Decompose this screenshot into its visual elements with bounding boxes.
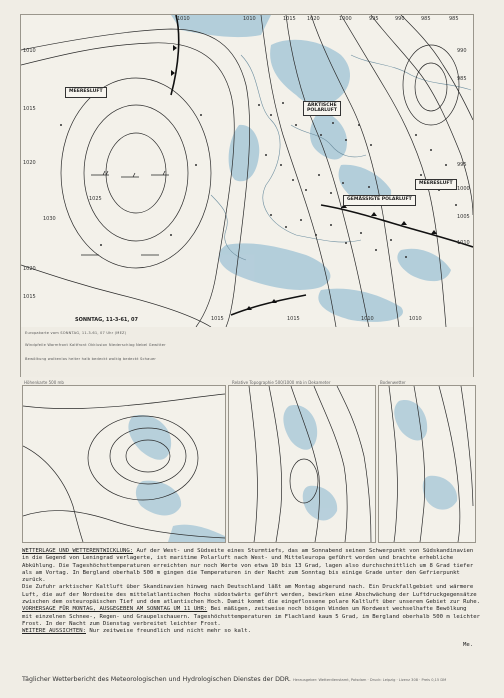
isobar-label: 1015 — [283, 16, 296, 22]
isobar-label: 1015 — [211, 316, 224, 322]
mini-map-relative-topography — [228, 385, 376, 543]
isobar-label: 1015 — [23, 106, 36, 112]
isobar-label: 1010 — [457, 240, 470, 246]
report-paragraph-2 — [22, 584, 480, 606]
report-heading-vorhersage: VORHERSAGE FÜR MONTAG, AUSGEGEBEN AM SONNTAG UM 11 UHR: — [22, 606, 208, 613]
isobar-label: 1020 — [307, 16, 320, 22]
mini-map-3-drawing — [379, 386, 475, 542]
map-date-label: SONNTAG, 11-3-61, 07 — [75, 317, 139, 323]
report-body-3: Bei mäßigen, zeitweise noch böigen Winden um Nordwest wechselhafte Bewölkung mit einzelnen Schnee-, Regen- und Graupelschauern. Tageshöchsttemperaturen im Flachland kaum 5 Grad, im Bergland oberhalb 500 m leichter Frost. In der Nacht zum Dienstag verbreitet leichter Frost. — [22, 606, 484, 627]
isobar-label: 1020 — [23, 160, 36, 166]
report-paragraph-4 — [22, 628, 480, 635]
isobar-label: 1015 — [287, 316, 300, 322]
isobar-label: 985 — [449, 16, 459, 22]
legend-row-2: Windpfeile Warmfront Kaltfront Okklusion Niederschlag Nebel Gewitter — [25, 343, 166, 347]
isobar-label: 1010 — [23, 48, 36, 54]
report-paragraph-3 — [22, 606, 484, 628]
report-body-2: Die Zufuhr arktischer Kaltluft über Skandinavien hinweg nach Deutschland läßt am Montag abgerund nach. Ein Druckfallgebiet und wärmere Luft, die auf der Nordseite des mittelatlantischen Hochs südostwärts geführt werden, bewirken eine Abschwächung der Luftdruckgegensätze zwischen dem osteuropäischen Tief und dem atlantischen Hoch. Damit kommt die eingeflossene polare Kaltluft über unserem Gebiet zur Ruhe. — [22, 584, 481, 606]
isobar-label: 1010 — [409, 316, 422, 322]
isobar-label: 1010 — [243, 16, 256, 22]
isobar-label: 1025 — [89, 196, 102, 202]
isobar-label: 1020 — [23, 266, 36, 272]
mini-map-2-title: Relative Topographie 500/1000 mb in Dekameter — [232, 380, 331, 385]
legend-row-1: Europakarte vom SONNTAG, 11-3-61, 07 Uhr (MEZ) — [25, 331, 127, 335]
isobar-label: 1000 — [457, 186, 470, 192]
report-paragraph-1 — [22, 548, 480, 584]
air-mass-arktische-line2: POLARLUFT — [307, 107, 338, 113]
isobar-label: 990 — [457, 48, 467, 54]
mini-map-1-title: Höhenkarte 500 mb — [24, 380, 64, 385]
map-legend — [20, 327, 474, 377]
report-heading-wetterlage: WETTERLAGE UND WETTERENTWICKLUNG: — [22, 548, 134, 554]
air-mass-arktische-line1: ARKTISCHE — [307, 103, 337, 108]
weather-report — [22, 548, 484, 636]
isobar-label: 995 — [369, 16, 379, 22]
mini-map-2-drawing — [229, 386, 375, 542]
isobar-label: 1010 — [361, 316, 374, 322]
footer — [22, 676, 446, 683]
mini-map-upper-air — [22, 385, 226, 543]
footer-publisher: Herausgeber: Wetterdienstamt, Potsdam · Druck: Leipzig · Lizenz 308 · Preis 0,15 DM — [292, 678, 447, 682]
air-mass-gemassigte-label: GEMÄSSIGTE POLARLUFT — [343, 195, 416, 206]
isobar-label: 990 — [395, 16, 405, 22]
station-plots — [60, 94, 457, 258]
isobar-label: 1015 — [23, 294, 36, 300]
air-mass-meeresluft-label: MEERESLUFT — [65, 87, 107, 98]
report-body-1: Auf der West- und Südseite eines Sturmtiefs, das am Sonnabend seinen Schwerpunkt von Südskandinavien in die Gegend von Leningrad verlagerte, ist maritime Polarluft nach West- und Mitteleuropa geführt worden und brachte erhebliche Abkühlung. Die Tageshöchsttemperaturen erreichten nur noch Werte von etwa 10 bis 13 Grad, lagen also durchschnittlich um 8 Grad tiefer als am Vortag. In Bergland oberhalb 500 m gingen die Temperaturen in der Nacht zum Sonntag bis einige Grade unter den Gefrierpunkt zurück. — [22, 548, 477, 584]
air-mass-maritime-label: MEERESLUFT — [415, 179, 457, 190]
isobar-label: 1005 — [457, 214, 470, 220]
mini-map-3-title: Bodenwetter — [380, 380, 406, 385]
main-synoptic-map — [20, 14, 474, 328]
report-heading-aussichten: WEITERE AUSSICHTEN: — [22, 628, 86, 635]
legend-row-3: Bewölkung wolkenlos heiter halb bedeckt wolkig bedeckt Schauer — [25, 357, 157, 361]
isobar-label: 985 — [457, 76, 467, 82]
main-map-drawing — [21, 15, 473, 327]
report-body-4: Nur zeitweise freundlich und nicht mehr so kalt. — [86, 628, 252, 635]
report-initials: Me. — [463, 642, 474, 648]
isobar-label: 1030 — [43, 216, 56, 222]
isobar-label: 1000 — [339, 16, 352, 22]
air-mass-arktische-polarluft-label — [303, 101, 341, 116]
isobar-label: 995 — [457, 162, 467, 168]
mini-map-surface-weather — [378, 385, 476, 543]
footer-title: Täglicher Wetterbericht des Meteorologischen und Hydrologischen Dienstes der DDR. — [22, 676, 291, 683]
isobar-label: 985 — [421, 16, 431, 22]
mini-map-1-drawing — [23, 386, 225, 542]
isobar-label: 1010 — [177, 16, 190, 22]
